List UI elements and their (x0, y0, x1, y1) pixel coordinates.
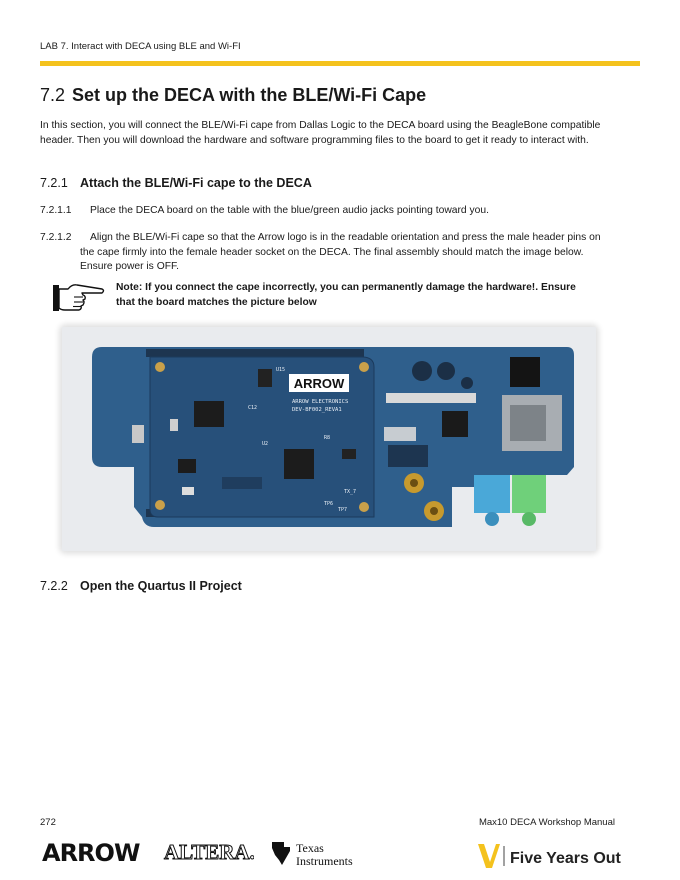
altera-logo (162, 838, 254, 871)
svg-text:Instruments: Instruments (296, 854, 353, 868)
section-title: Set up the DECA with the BLE/Wi-Fi Cape (72, 85, 427, 105)
silkscreen-mark: R8 (324, 435, 331, 441)
subsection-title: Open the Quartus II Project (80, 579, 242, 593)
svg-text:Five Years Out: Five Years Out (510, 850, 621, 867)
step-number: 7.2.1.1 (40, 205, 72, 216)
silkscreen-mark: U2 (262, 441, 269, 447)
header-rule (40, 61, 640, 66)
step-text: Align the BLE/Wi-Fi cape so that the Arrow logo is in the readable orientation and press the male header pins on the cape firmly into the female header socket on the DECA. The final assembly should match the image below. Ensure power is OFF. (80, 232, 601, 272)
subsection-number: 7.2.1 (40, 176, 68, 190)
silkscreen-mark: TX_7 (344, 489, 357, 495)
arrow-logo (42, 838, 142, 871)
warning-note: Note: If you connect the cape incorrectly, you can permanently damage the hardware!. Ensure that the board matches the picture below (116, 282, 576, 308)
svg-text:ARROW: ARROW (42, 839, 140, 866)
step-number: 7.2.1.2 (40, 232, 72, 243)
five-years-out-logo (476, 838, 626, 877)
silkscreen-mark: TP7 (338, 507, 348, 513)
running-header: LAB 7. Interact with DECA using BLE and Wi-FI (40, 41, 241, 52)
silkscreen-mark: TP6 (324, 501, 334, 507)
cape-logo: ARROW (293, 376, 345, 391)
svg-text:Texas: Texas (296, 841, 324, 855)
manual-title: Max10 DECA Workshop Manual (478, 817, 615, 828)
silkscreen-mark: C12 (248, 405, 258, 411)
step-text: Place the DECA board on the table with the blue/green audio jacks pointing toward you. (90, 205, 489, 216)
subsection-title: Attach the BLE/Wi-Fi cape to the DECA (80, 176, 312, 190)
cape-silkscreen-2: DEV-BF002_REVA1 (292, 407, 342, 413)
section-intro: In this section, you will connect the BLE/Wi-Fi cape from Dallas Logic to the DECA board using the BeagleBone compatible header. Then you will download the hardware and software programming files to the board to get it ready to interact with. (40, 120, 601, 146)
subsection-number: 7.2.2 (40, 579, 68, 593)
board-photo (62, 327, 596, 551)
cape-silkscreen-1: ARROW ELECTRONICS (292, 399, 349, 405)
svg-text:ALTERA.: ALTERA. (164, 840, 254, 864)
pointing-hand-icon (52, 281, 106, 320)
page-number: 272 (40, 817, 56, 828)
section-number: 7.2 (40, 85, 66, 105)
silkscreen-mark: U15 (276, 367, 286, 373)
texas-instruments-logo (270, 838, 372, 873)
